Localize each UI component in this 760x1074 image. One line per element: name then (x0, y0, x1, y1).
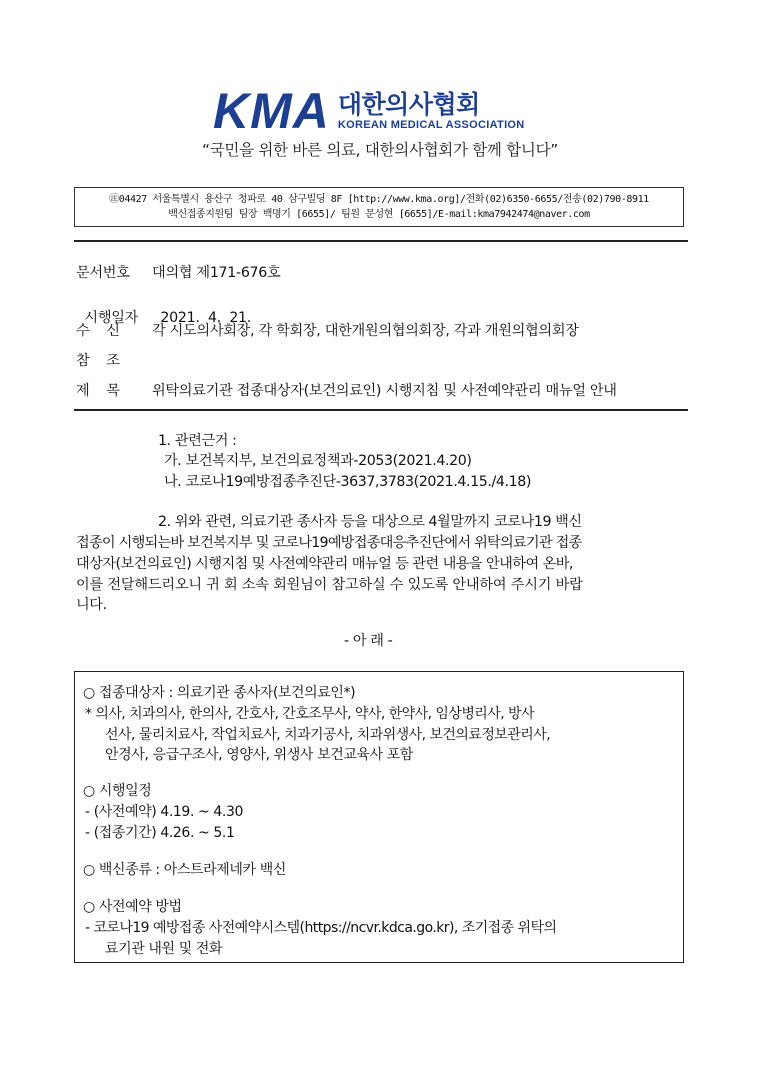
address-line: ㊟04427 서울특별시 용산구 청파로 40 삼구빌딩 8F [http://www.kma.org]/전화(02)6350-6655/전송(02)790-8911 (109, 194, 649, 205)
reference-label: 참 조 (76, 353, 120, 369)
details-box (74, 671, 684, 963)
recipient-row (76, 320, 579, 340)
subject-divider (74, 409, 688, 411)
subject-value: 위탁의료기관 접종대상자(보건의료인) 시행지침 및 사전예약관리 매뉴얼 안내 (152, 383, 617, 399)
recipient-label: 수 신 (76, 323, 120, 339)
booking-line2: 료기관 내원 및 전화 (105, 941, 223, 957)
address-box (74, 187, 684, 227)
schedule-booking: - (사전예약) 4.19. ~ 4.30 (85, 804, 243, 820)
basis-item-a: 가. 보건복지부, 보건의료정책과-2053(2021.4.20) (164, 453, 472, 469)
top-divider (74, 240, 688, 242)
para2-line4: 이를 전달해드리오니 귀 회 소속 회원님이 참고하실 수 있도록 안내하여 주시기 바랍 (76, 577, 583, 593)
target-note-line3: 안경사, 응급구조사, 영양사, 위생사 보건교육사 포함 (105, 747, 414, 763)
doc-number-row (76, 262, 280, 282)
doc-number-label: 문서번호 (76, 265, 130, 281)
vaccine-type: ○ 백신종류 : 아스트라제네카 백신 (83, 862, 286, 878)
para2-line5: 니다. (76, 597, 107, 613)
target-note-line1: * 의사, 치과의사, 한의사, 간호사, 간호조무사, 약사, 한약사, 임상병리사, 방사 (85, 706, 534, 722)
target-title: ○ 접종대상자 : 의료기관 종사자(보건의료인*) (83, 685, 356, 701)
date-label: 시행일자 (84, 310, 139, 326)
basis-title: 1. 관련근거 : (158, 433, 237, 449)
subject-row (76, 380, 617, 400)
schedule-vaccination: - (접종기간) 4.26. ~ 5.1 (85, 825, 235, 841)
doc-number: 대의협 제171-676호 (152, 265, 281, 281)
basis-item-b: 나. 코로나19예방접종추진단-3637,3783(2021.4.15./4.18) (164, 474, 532, 490)
schedule-title: ○ 시행일정 (83, 783, 152, 799)
booking-line1: - 코로나19 예방접종 사전예약시스템(https://ncvr.kdca.go.kr), 조기접종 위탁의 (85, 920, 557, 936)
para2-line1: 2. 위와 관련, 의료기관 종사자 등을 대상으로 4월말까지 코로나19 백신 (158, 514, 582, 530)
recipient-value: 각 시도의사회장, 각 학회장, 대한개원의협의회장, 각과 개원의협의회장 (152, 323, 579, 339)
para2-line3: 대상자(보건의료인) 시행지침 및 사전예약관리 매뉴얼 등 관련 내용을 안내하여 온바, (76, 556, 573, 572)
slogan: “국민을 위한 바른 의료, 대한의사협회가 함께 합니다” (202, 141, 558, 159)
date-value: 2021. 4. 21. (160, 310, 251, 326)
org-name-ko: 대한의사협회 (337, 90, 480, 119)
below-heading: - 아 래 - (344, 633, 393, 649)
booking-title: ○ 사전예약 방법 (83, 899, 182, 915)
contact-line: 백신접종지원팀 팀장 백명기 [6655]/ 팀원 문성현 [6655]/E-mail:kma7942474@naver.com (168, 209, 590, 220)
para2-line2: 접종이 시행되는바 보건복지부 및 코로나19예방접종대응추진단에서 위탁의료기관 접종 (76, 535, 582, 551)
org-name-en: KOREAN MEDICAL ASSOCIATION (337, 119, 525, 131)
kma-logo-mark: KMA (213, 83, 330, 139)
org-name-block (338, 91, 525, 134)
reference-row (76, 350, 152, 370)
target-note-line2: 선사, 물리치료사, 작업치료사, 치과기공사, 치과위생사, 보건의료정보관리사, (105, 727, 551, 743)
kma-logo (213, 83, 525, 139)
subject-label: 제 목 (76, 383, 120, 399)
